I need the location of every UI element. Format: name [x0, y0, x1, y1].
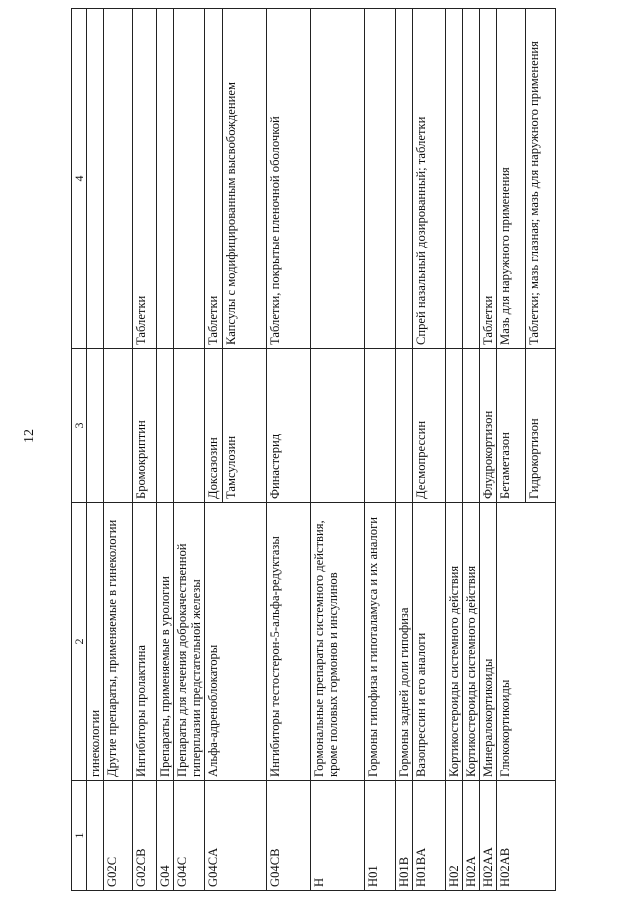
- cell-form: Мазь для наружного применения: [497, 9, 526, 349]
- cell-code: G02CB: [133, 781, 157, 891]
- table-row: [133, 9, 157, 891]
- table-row: [205, 9, 223, 891]
- table-row: [446, 9, 463, 891]
- header-cell: 2: [72, 503, 87, 781]
- page-number: 12: [22, 429, 37, 443]
- table-row: [365, 9, 396, 891]
- cell-drug: Бетаметазон: [497, 349, 526, 503]
- table-wrapper: [71, 9, 612, 891]
- table-row: [157, 9, 174, 891]
- cell-code: [223, 781, 267, 891]
- table-row: [413, 9, 446, 891]
- cell-code: G04: [157, 781, 174, 891]
- header-cell: 4: [72, 9, 87, 349]
- cell-form: [365, 9, 396, 349]
- drug-table: [71, 8, 556, 891]
- cell-code: G04CA: [205, 781, 223, 891]
- cell-form: [396, 9, 413, 349]
- cell-form: Капсулы с модифицированным высвобождением: [223, 9, 267, 349]
- cell-code: [526, 781, 556, 891]
- cell-name: Другие препараты, применяемые в гинекологии: [104, 503, 133, 781]
- cell-form: Таблетки; мазь глазная; мазь для наружного применения: [526, 9, 556, 349]
- table-row: [311, 9, 365, 891]
- cell-form: [463, 9, 480, 349]
- table-row: [497, 9, 526, 891]
- cell-drug: Бромокриптин: [133, 349, 157, 503]
- cell-name: Гормоны задней доли гипофиза: [396, 503, 413, 781]
- table-row: [267, 9, 311, 891]
- cell-drug: [311, 349, 365, 503]
- cell-code: H01: [365, 781, 396, 891]
- cell-name: Глюкокортикоиды: [497, 503, 526, 781]
- header-cell: 1: [72, 781, 87, 891]
- table-row: [174, 9, 205, 891]
- table-row: [463, 9, 480, 891]
- cell-form: Таблетки, покрытые пленочной оболочкой: [267, 9, 311, 349]
- cell-code: H: [311, 781, 365, 891]
- table-row: [396, 9, 413, 891]
- cell-drug: [463, 349, 480, 503]
- cell-name: Вазопрессин и его аналоги: [413, 503, 446, 781]
- cell-form: [446, 9, 463, 349]
- header-cell: 3: [72, 349, 87, 503]
- cell-name: Минералокортикоиды: [480, 503, 497, 781]
- cell-code: H02AB: [497, 781, 526, 891]
- cell-drug: [157, 349, 174, 503]
- cell-form: [87, 9, 104, 349]
- cell-drug: [104, 349, 133, 503]
- table-header-row: [72, 9, 87, 891]
- cell-name: Кортикостероиды системного действия: [463, 503, 480, 781]
- cell-form: [104, 9, 133, 349]
- cell-name: [223, 503, 267, 781]
- cell-code: G04CB: [267, 781, 311, 891]
- cell-drug: [87, 349, 104, 503]
- cell-code: H01B: [396, 781, 413, 891]
- cell-name: Препараты для лечения доброкачественной гиперплазии предстательной железы: [174, 503, 205, 781]
- table-row: [223, 9, 267, 891]
- cell-drug: Тамсулозин: [223, 349, 267, 503]
- cell-code: H01BA: [413, 781, 446, 891]
- cell-drug: [446, 349, 463, 503]
- cell-form: Таблетки: [480, 9, 497, 349]
- cell-form: [157, 9, 174, 349]
- table-row: [104, 9, 133, 891]
- cell-code: G02C: [104, 781, 133, 891]
- cell-code: H02: [446, 781, 463, 891]
- cell-drug: [174, 349, 205, 503]
- cell-drug: Гидрокортизон: [526, 349, 556, 503]
- cell-name: Препараты, применяемые в урологии: [157, 503, 174, 781]
- cell-drug: Финастерид: [267, 349, 311, 503]
- cell-name: [526, 503, 556, 781]
- cell-form: Таблетки: [205, 9, 223, 349]
- cell-code: [87, 781, 104, 891]
- cell-form: Таблетки: [133, 9, 157, 349]
- cell-name: Кортикостероиды системного действия: [446, 503, 463, 781]
- cell-name: гинекологии: [87, 503, 104, 781]
- cell-code: G04C: [174, 781, 205, 891]
- cell-drug: Доксазозин: [205, 349, 223, 503]
- cell-drug: [365, 349, 396, 503]
- cell-name: Ингибиторы пролактина: [133, 503, 157, 781]
- table-row: [480, 9, 497, 891]
- cell-code: H02AA: [480, 781, 497, 891]
- cell-form: [174, 9, 205, 349]
- cell-drug: [396, 349, 413, 503]
- cell-drug: Десмопрессин: [413, 349, 446, 503]
- cell-drug: Флудрокортизон: [480, 349, 497, 503]
- cell-name: Гормональные препараты системного действия, кроме половых гормонов и инсулинов: [311, 503, 365, 781]
- cell-form: Спрей назальный дозированный; таблетки: [413, 9, 446, 349]
- table-row: [87, 9, 104, 891]
- cell-form: [311, 9, 365, 349]
- table-row: [526, 9, 556, 891]
- cell-name: Ингибиторы тестостерон-5-альфа-редуктазы: [267, 503, 311, 781]
- cell-name: Альфа-адреноблокаторы: [205, 503, 223, 781]
- cell-name: Гормоны гипофиза и гипоталамуса и их аналоги: [365, 503, 396, 781]
- cell-code: H02A: [463, 781, 480, 891]
